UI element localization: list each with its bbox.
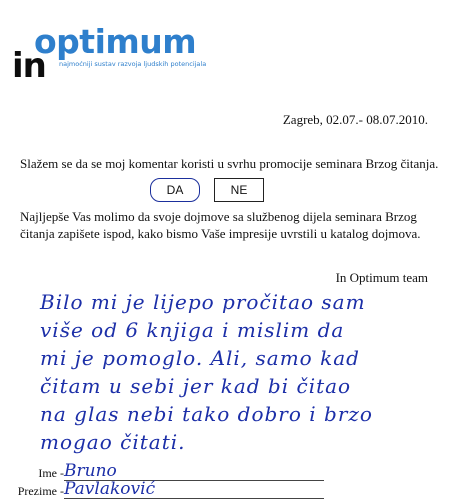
handwritten-line: mi je pomoglo. Ali, samo kad xyxy=(40,346,360,370)
logo-tagline: najmoćniji sustav razvoja ljudskih potencijala xyxy=(59,60,207,68)
first-name-value: Bruno xyxy=(64,461,117,481)
team-signature: In Optimum team xyxy=(335,270,428,285)
request-paragraph: Najljepše Vas molimo da svoje dojmove sa službenog dijela seminara Brzog čitanja zapišete ispod, kako bismo Vaše impresije uvrstili u katalog dojmova. xyxy=(20,209,421,241)
logo-in: in xyxy=(12,46,46,86)
last-name-field[interactable] xyxy=(12,479,156,499)
document-date: Zagreb, 02.07.- 08.07.2010. xyxy=(282,112,428,127)
logo-brand: optimum xyxy=(34,22,197,61)
handwritten-line: Bilo mi je lijepo pročitao sam xyxy=(40,290,366,314)
first-name-field[interactable] xyxy=(12,461,117,481)
option-da-circled[interactable]: DA xyxy=(150,178,200,202)
option-ne-box[interactable]: NE xyxy=(214,178,264,202)
first-name-label: Ime - xyxy=(38,466,64,480)
handwritten-comment xyxy=(40,288,440,456)
handwritten-line: mogao čitati. xyxy=(40,430,186,454)
consent-statement: Slažem se da se moj komentar koristi u svrhu promocije seminara Brzog čitanja. xyxy=(20,156,439,171)
last-name-value: Pavlaković xyxy=(64,479,156,499)
last-name-label: Prezime - xyxy=(17,484,64,498)
handwritten-line: više od 6 knjiga i mislim da xyxy=(40,318,345,342)
in-optimum-logo xyxy=(12,18,252,86)
handwritten-line: na glas nebi tako dobro i brzo xyxy=(40,402,373,426)
handwritten-line: čitam u sebi jer kad bi čitao xyxy=(40,374,352,398)
